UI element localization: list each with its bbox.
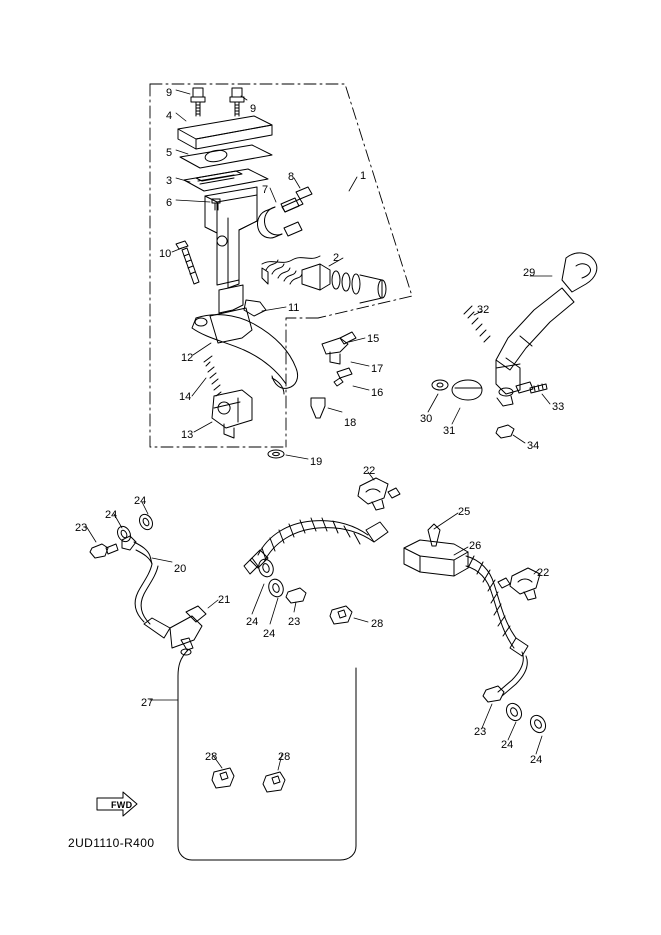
callout-22: 22 [363, 465, 376, 477]
callout-27: 27 [141, 697, 154, 709]
callout-10: 10 [159, 248, 172, 260]
callout-14: 14 [179, 391, 192, 403]
callout-24: 24 [134, 495, 147, 507]
callout-24: 24 [530, 754, 543, 766]
callout-33: 33 [552, 401, 565, 413]
callout-4: 4 [166, 110, 173, 122]
callout-34: 34 [527, 440, 540, 452]
fwd-direction-label: FWD [111, 800, 133, 810]
callout-31: 31 [443, 425, 456, 437]
callout-24: 24 [501, 739, 514, 751]
callout-23: 23 [474, 726, 487, 738]
callout-25: 25 [458, 506, 471, 518]
callout-21: 21 [218, 594, 231, 606]
callout-12: 12 [181, 352, 194, 364]
callout-23: 23 [75, 522, 88, 534]
callout-24: 24 [105, 509, 118, 521]
callout-19: 19 [310, 456, 323, 468]
callout-5: 5 [166, 147, 173, 159]
callout-6: 6 [166, 197, 173, 209]
callout-22: 22 [537, 567, 550, 579]
callout-1: 1 [360, 170, 367, 182]
callout-15: 15 [367, 333, 380, 345]
callout-17: 17 [371, 363, 384, 375]
callout-26: 26 [469, 540, 482, 552]
callout-18: 18 [344, 417, 357, 429]
callout-28: 28 [278, 751, 291, 763]
callout-3: 3 [166, 175, 173, 187]
callout-13: 13 [181, 429, 194, 441]
callout-8: 8 [288, 171, 295, 183]
part-reference-code: 2UD1110-R400 [68, 836, 155, 850]
callout-11: 11 [288, 302, 300, 314]
callout-20: 20 [174, 563, 187, 575]
callout-7: 7 [262, 184, 269, 196]
callout-9: 9 [166, 87, 173, 99]
callout-24: 24 [246, 616, 259, 628]
callout-9: 9 [250, 103, 257, 115]
callout-28: 28 [371, 618, 384, 630]
callout-32: 32 [477, 304, 490, 316]
callout-24: 24 [263, 628, 276, 640]
callout-30: 30 [420, 413, 433, 425]
callout-28: 28 [205, 751, 218, 763]
callout-29: 29 [523, 267, 536, 279]
callout-16: 16 [371, 387, 384, 399]
callout-2: 2 [333, 252, 340, 264]
callout-23: 23 [288, 616, 301, 628]
